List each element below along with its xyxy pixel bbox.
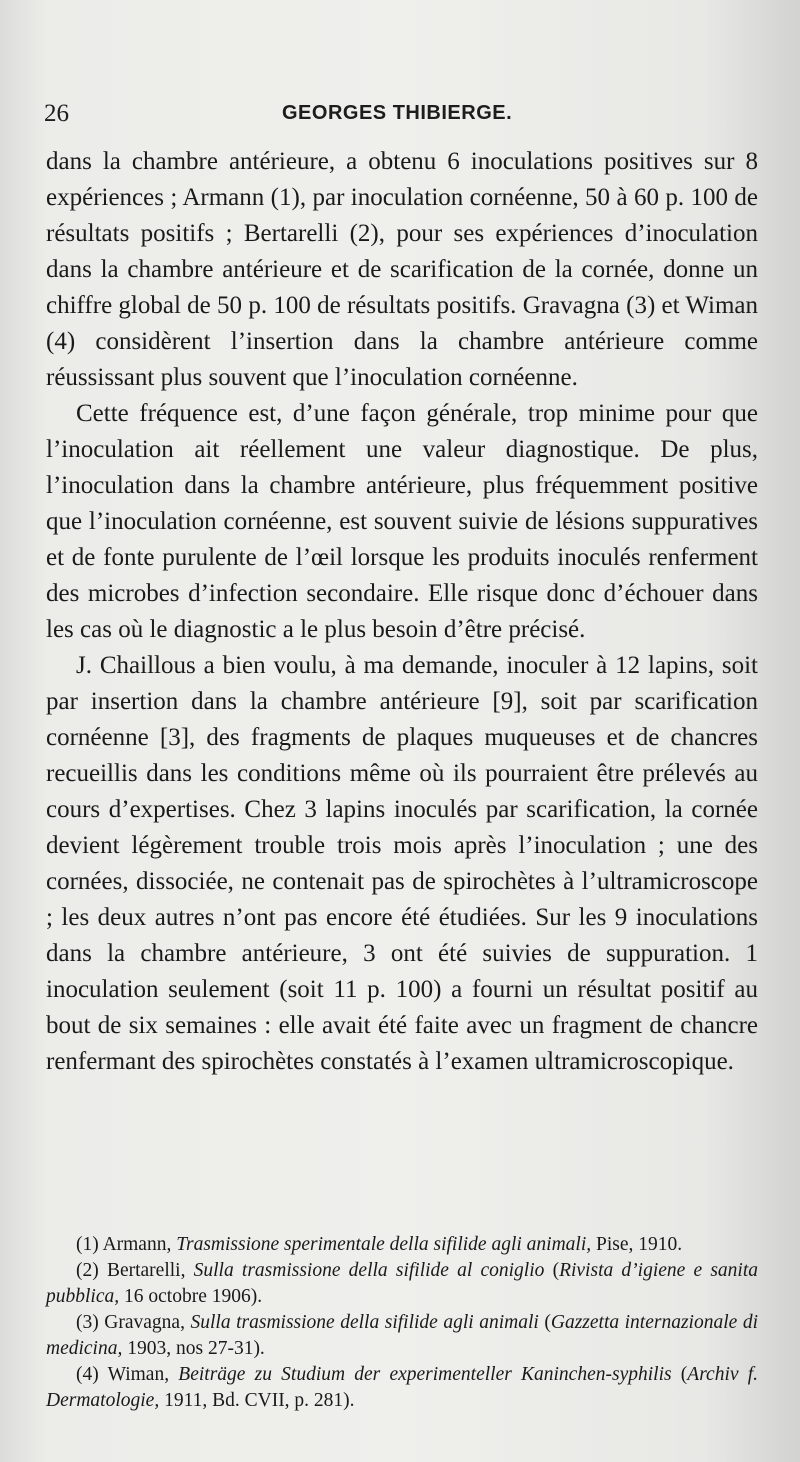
- footnote: [46, 1232, 758, 1258]
- footnote: [46, 1258, 758, 1310]
- page-number: 26: [44, 100, 69, 127]
- paragraph: Cette fréquence est, d’une façon générale, trop minime pour que l’inoculation ait réellement une valeur diagnostique. De plus, l’inoculation dans la chambre antérieure, plus fréquemment positive que l’inoculation cornéenne, est souvent suivie de lésions suppuratives et de fonte purulente de l’œil lorsque les produits inoculés renferment des microbes d’infection secondaire. Elle risque donc d’échouer dans les cas où le diagnostic a le plus besoin d’être précisé.: [46, 400, 758, 643]
- footnote: [46, 1310, 758, 1362]
- running-head: GEORGES THIBIERGE.: [282, 102, 513, 124]
- footnote-rest: Pise, 1910.: [596, 1234, 683, 1255]
- body-text: [46, 144, 758, 1080]
- page-header: [44, 100, 756, 134]
- footnote-marker: (4): [76, 1364, 99, 1385]
- footnote-author: Wiman,: [107, 1364, 170, 1385]
- footnote-marker: (1): [76, 1234, 99, 1255]
- paragraph: dans la chambre antérieure, a obtenu 6 inoculations positives sur 8 expériences ; Armann (1), par inoculation cornéenne, 50 à 60 p. 100 de résultats positifs ; Bertarelli (2), pour ses expériences d’inoculation dans la chambre antérieure et de scarification de la cornée, donne un chiffre global de 50 p. 100 de résultats positifs. Gravagna (3) et Wiman (4) considèrent l’insertion dans la chambre antérieure comme réussissant plus souvent que l’inoculation cornéenne.: [46, 148, 758, 391]
- footnote-rest: 1911, Bd. CVII, p. 281).: [164, 1390, 355, 1411]
- footnote-paren: (: [552, 1260, 560, 1281]
- footnote-title: Sulla trasmissione della sifilide agli animali: [190, 1312, 539, 1333]
- paragraph: J. Chaillous a bien voulu, à ma demande, inoculer à 12 lapins, soit par insertion dans la chambre antérieure [9], soit par scarification cornéenne [3], des fragments de plaques muqueuses et de chancres recueillis dans les conditions même où ils pourraient être prélevés au cours d’expertises. Chez 3 lapins inoculés par scarification, la cornée devient légèrement trouble trois mois après l’inoculation ; une des cornées, dissociée, ne contenait pas de spirochètes à l’ultramicroscope ; les deux autres n’ont pas encore été étudiées. Sur les 9 inoculations dans la chambre antérieure, 3 ont été suivies de suppuration. 1 inoculation seulement (soit 11 p. 100) a fourni un résultat positif au bout de six semaines : elle avait été faite avec un fragment de chancre renfermant des spirochètes constatés à l’examen ultramicroscopique.: [46, 652, 758, 1075]
- footnote: [46, 1362, 758, 1414]
- footnote-rest: 1903, nos 27-31).: [127, 1338, 265, 1359]
- footnote-author: Armann,: [102, 1234, 172, 1255]
- footnotes: [46, 1232, 758, 1414]
- footnote-title: Beiträge zu Studium der experimenteller Kaninchen-syphilis: [178, 1364, 672, 1385]
- footnote-title: Trasmissione sperimentale della sifilide agli animali,: [176, 1234, 592, 1255]
- footnote-author: Bertarelli,: [106, 1260, 186, 1281]
- footnote-marker: (3): [76, 1312, 99, 1333]
- footnote-marker: (2): [76, 1260, 99, 1281]
- footnote-paren: (: [680, 1364, 688, 1385]
- footnote-journal: Rivista d’igiene e sanita pubblica,: [46, 1260, 759, 1307]
- footnote-journal: Archiv f. Dermatologie,: [46, 1364, 759, 1411]
- footnote-title: Sulla trasmissione della sifilide al coniglio: [193, 1260, 545, 1281]
- footnote-journal: Gazzetta internazionale di medicina,: [46, 1312, 758, 1359]
- footnote-rest: 16 octobre 1906).: [124, 1286, 263, 1307]
- footnote-author: Gravagna,: [104, 1312, 185, 1333]
- footnote-paren: (: [544, 1312, 551, 1333]
